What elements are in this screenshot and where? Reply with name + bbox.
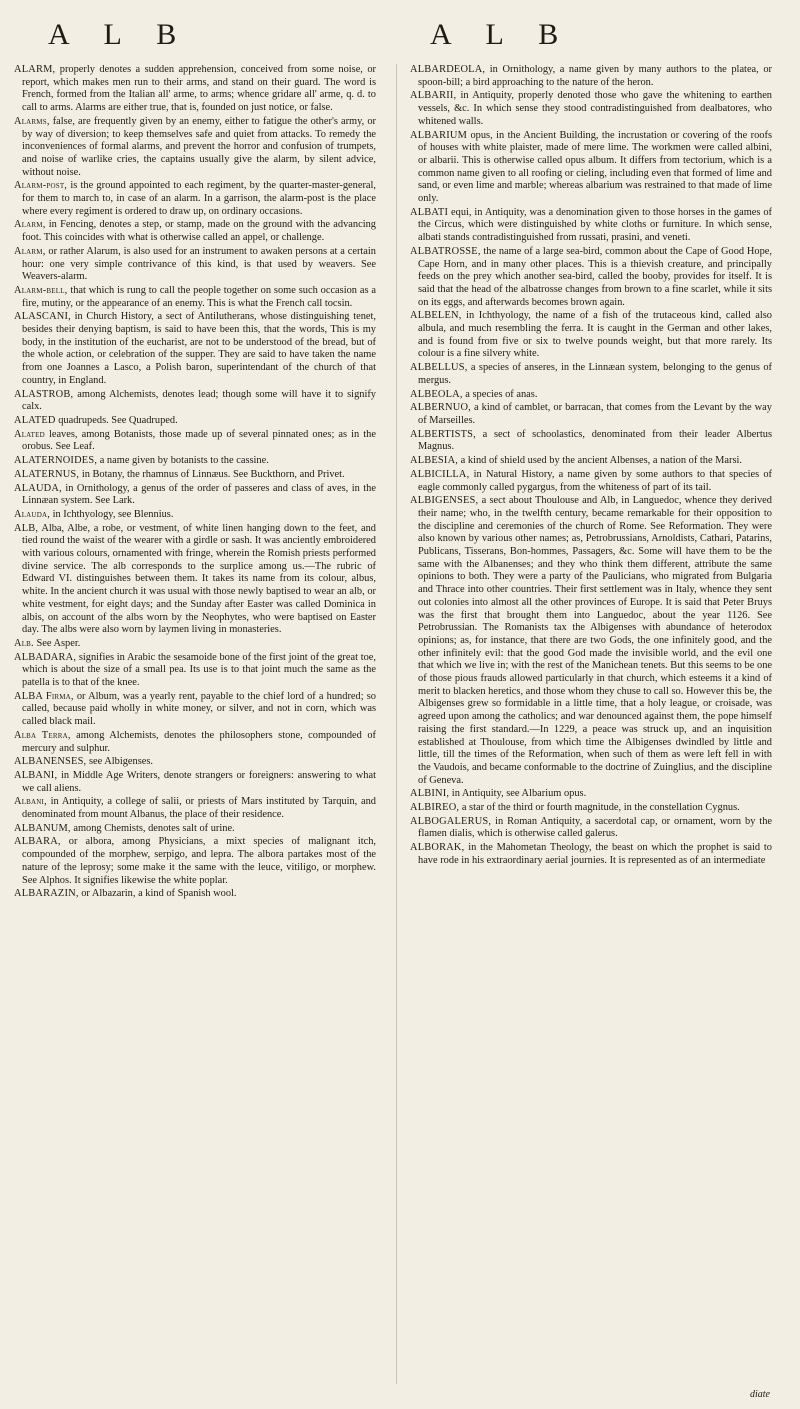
entry-headword: ALBEOLA, — [410, 388, 463, 400]
entry-text: in Antiquity, see Albarium opus. — [449, 788, 587, 800]
entry-headword: ALBANI, — [14, 769, 58, 781]
entry-headword: ALBIGENSES, — [410, 495, 479, 507]
dictionary-entry — [14, 756, 376, 769]
right-column — [410, 64, 772, 1399]
dictionary-entry — [410, 362, 772, 387]
entry-text: or Albazarin, a kind of Spanish wool. — [78, 888, 237, 900]
dictionary-entry — [410, 402, 772, 427]
entry-text: a star of the third or fourth magnitude, in the constellation Cygnus. — [459, 802, 740, 814]
entry-headword: Alarm-post, — [14, 180, 68, 192]
entry-text: in Ichthyology, see Blennius. — [50, 508, 174, 520]
dictionary-entry — [14, 638, 376, 651]
dictionary-entry — [410, 495, 772, 787]
entry-text: that which is rung to call the people together on some such occasion as a fire, mutiny, or the appearance of an enemy. This is what the French call tocsin. — [22, 284, 376, 309]
entry-text: in Ornithology, a genus of the order of passeres and class of aves, in the Linnæan system. See Lark. — [22, 482, 376, 507]
entry-text: in Botany, the rhamnus of Linnæus. See Buckthorn, and Privet. — [79, 468, 345, 480]
dictionary-entry — [14, 888, 376, 901]
entry-headword: Alarm, — [14, 245, 46, 257]
dictionary-entry — [14, 796, 376, 821]
entry-headword: ALBINI, — [410, 788, 450, 800]
column-rule — [396, 64, 397, 1384]
dictionary-entry — [14, 836, 376, 887]
dictionary-entry — [410, 90, 772, 128]
entry-text: equi, in Antiquity, was a denomination given to those horses in the games of the Circus, which were distinguished by white cloths or furniture. In which sense, albati stands contradistinguished from russati, prasini, and veneti. — [418, 206, 772, 244]
entry-headword: ALBATROSSE, — [410, 245, 481, 257]
entry-headword: ALBANENSES, — [14, 756, 87, 768]
entry-headword: Alarm-bell, — [14, 284, 68, 296]
entry-headword: ALATED — [14, 414, 56, 426]
entry-text: quadrupeds. See Quadruped. — [55, 414, 178, 426]
entry-text: a species of anas. — [462, 388, 538, 400]
entry-text: in the Mahometan Theology, the beast on which the prophet is said to have rode in his extraordinary aerial journies. It is represented as of an intermediate — [418, 842, 772, 866]
dictionary-entry — [14, 415, 376, 428]
entry-headword: ALBARII, — [410, 90, 457, 102]
catchword: diate — [750, 1389, 770, 1400]
dictionary-entry — [14, 64, 376, 115]
dictionary-entry — [410, 842, 772, 867]
entry-headword: ALBARA, — [14, 836, 61, 848]
dictionary-entry — [14, 652, 376, 690]
dictionary-entry — [14, 523, 376, 637]
dictionary-entry — [14, 823, 376, 836]
entry-headword: ALB, — [14, 522, 39, 534]
dictionary-entry — [14, 509, 376, 522]
entry-text: a species of anseres, in the Linnæan system, belonging to the genus of mergus. — [418, 362, 772, 386]
entry-text: a kind of shield used by the ancient Albenses, a nation of the Marsi. — [458, 455, 743, 467]
entry-text: leaves, among Botanists, those made up of several pinnated ones; as in the orobus. See Leaf. — [22, 428, 376, 453]
entry-text: properly denotes a sudden apprehension, conceived from some noise, or report, which makes men run to their arms, and stand on their guard. The word is French, formed from the Italian all' arme, to arms; whence gridare all' arme, q. d. to call to arms. Alarms are either true, that is, founded on just notice, or false. — [22, 64, 376, 114]
entry-text: the name of a large sea-bird, common about the Cape of Good Hope, Cape Horn, and in many other places. This is a thievish creature, and principally feeds on the prey which another sea-bird, called the booby, provides for itself. It is said that the head of the albatrosse changes from brown to a fine scarlet, while it sits on its eggs, and afterwards becomes brown again. — [418, 245, 772, 308]
dictionary-entry — [14, 483, 376, 508]
entry-text: in Fencing, denotes a step, or stamp, made on the ground with the advancing foot. This coincides with what is otherwise called an appel, or challenge. — [22, 219, 376, 244]
entry-headword: ALBOGALERUS, — [410, 815, 492, 827]
dictionary-entry — [14, 691, 376, 729]
entry-text: in Natural History, a name given by some authors to that species of eagle commonly called pygargus, from the whiteness of part of its tail. — [418, 468, 772, 493]
entry-text: in Antiquity, a college of salii, or priests of Mars instituted by Tarquin, and denominated from mount Albanus, the place of their residence. — [22, 796, 376, 821]
entry-headword: Alarms, — [14, 115, 50, 127]
dictionary-entry — [410, 469, 772, 494]
dictionary-entry — [410, 788, 772, 801]
entry-text: Alba, Albe, a robe, or vestment, of white linen hanging down to the feet, and tied round the waist of the wearer with a girdle or sash. It was anciently embroidered with various colours, ornamented with fringe, wherein the Romish priests performed divine service. The alb corresponds to the surplice among us.—The rubric of Edward VI. distinguishes between them. It takes its name from its colour, albus, white. In the ancient church it was usual with those newly baptised to wear an alb, or white vestment, for eight days; and the Sunday after Easter was called Dominica in albis, on account of the albs worn by the Neophytes, who were baptised on Easter day. The albs were also worn by laymen living in monasteries. — [22, 522, 376, 636]
entry-text: a sect about Thoulouse and Alb, in Languedoc, whence they derived their name; who, in the twelfth century, became remarkable for their opposition to the discipline and ceremonies of the church of Rome. See Reformation. They were also known by various other names; as, Petrobrussians, Arnoldists, Cathari, Patarins, Publicans, Tisserans, Bon-hommes, Passagers, &c. Some will have them to be the same with the Albanenses; and they who think them different, attribute the same opinions to both. They were a party of the Paulicians, who migrated from Bulgaria and Thrace into other countries. Their first settlement was in Italy, whence they sent out colonies into almost all the other provinces of Europe. It is said that Peter Bruys was the first that brought them into Languedoc, about the year 1126. See Petrobrussian. The Romanists tax the Albigenses with abundance of heterodox opinions; as, for instance, that there are two Gods, the one infinitely good, and the other infinitely evil: that the good God made the invisible world, and the evil one that which we live in; with the rest of the Manichean tenets. But this seems to be one of those pious frauds allowed particularly in that church, which esteems it a kind of merit to blacken heretics, and those whom they chuse to call so. However this be, the Albigenses grew so formidable in a little time, that a holy league, or croisade, was agreed upon among the catholics; and war denounced against them, the pope himself raising the first standard.—In 1229, a peace was struck up, and an inquisition established at Thoulouse, from which time the Albigenses dwindled by little and little, till the times of the Reformation, when such of them as were left fell in with the Vaudois, and became conformable to the doctrine of Zuinglius, and the discipline of Geneva. — [418, 495, 772, 786]
dictionary-entry — [14, 219, 376, 244]
dictionary-entry — [410, 246, 772, 310]
entry-headword: ALBELEN, — [410, 310, 462, 322]
dictionary-entry — [14, 116, 376, 180]
entry-text: or albora, among Physicians, a mixt species of malignant itch, compounded of the morphew, serpigo, and lepra. The albora partakes most of the nature of the leprosy; some make it the same with the leuce, vitiligo, or morphew. See Alphos. It signifies likewise the white poplar. — [22, 836, 376, 886]
entry-headword: ALBERNUO, — [410, 402, 471, 414]
dictionary-entry — [14, 469, 376, 482]
dictionary-entry — [410, 429, 772, 454]
dictionary-entry — [14, 246, 376, 284]
dictionary-entry — [410, 310, 772, 361]
entry-text: among Alchemists, denotes lead; though some will have it to signify calx. — [22, 388, 376, 413]
entry-text: opus, in the Ancient Building, the incrustation or covering of the roofs of houses with white plaister, made of mere lime. The workmen were called albini, or albarii. This is otherwise called opus album. It differs from tectorium, which is a common name given to all roofing or cieling, including even that formed of lime and sand, or even lime and marble; whereas albarium was restrained to that made of lime only. — [418, 129, 772, 205]
entry-text: in Church History, a sect of Antilutherans, whose distinguishing tenet, besides their denying baptism, is said to have been this, that the words, This is my body, in the institution of the eucharist, are not to be understood of the bread, but of the whole action, or celebration of the supper. They are said to have taken the name from one Joannes a Lasco, a Polish baron, superintendant of the church of that country, in England. — [22, 311, 376, 386]
dictionary-entry — [14, 285, 376, 310]
dictionary-entry — [410, 389, 772, 402]
entry-text: see Albigenses. — [86, 756, 154, 768]
entry-headword: ALBICILLA, — [410, 468, 470, 480]
dictionary-entry — [410, 130, 772, 206]
entry-headword: Alarm, — [14, 219, 46, 231]
entry-headword: Alba Terra, — [14, 729, 71, 741]
header-left: A L B — [48, 18, 191, 51]
header-right: A L B — [430, 18, 573, 51]
entry-text: in Ichthyology, the name of a fish of the trutaceous kind, called also albula, and much resembling the ferra. It is caught in the German and other lakes, and is found from five or six to twelve pounds weight, but that more rarely. Its colour is a fine silvery white. — [418, 310, 772, 360]
entry-text: among Chemists, denotes salt of urine. — [70, 822, 235, 834]
entry-text: among Alchemists, denotes the philosophers stone, compounded of mercury and sulphur. — [22, 729, 376, 754]
entry-headword: ALBIREO, — [410, 802, 460, 814]
entry-text: in Roman Antiquity, a sacerdotal cap, or ornament, worn by the flamen dialis, which is otherwise called galerus. — [418, 815, 772, 840]
left-column — [14, 64, 376, 1399]
dictionary-entry — [14, 180, 376, 218]
entry-headword: ALBATI — [410, 206, 449, 218]
entry-headword: Albani, — [14, 796, 47, 808]
dictionary-entry — [410, 802, 772, 815]
entry-headword: Alb. — [14, 637, 34, 649]
entry-headword: Alated — [14, 428, 45, 440]
entry-headword: ALBADARA, — [14, 651, 77, 663]
entry-headword: ALAUDA, — [14, 482, 62, 494]
dictionary-entry — [14, 389, 376, 414]
entry-headword: ALATERNUS, — [14, 468, 80, 480]
dictionary-entry — [410, 207, 772, 245]
entry-headword: Alauda, — [14, 508, 50, 520]
dictionary-entry — [410, 816, 772, 841]
dictionary-entry — [14, 730, 376, 755]
entry-headword: ALBANUM, — [14, 822, 71, 834]
entry-headword: ALATERNOIDES, — [14, 455, 98, 467]
entry-headword: ALBA Firma, — [14, 690, 74, 702]
entry-text: or rather Alarum, is also used for an instrument to awaken persons at a certain hour: one very simple contrivance of this kind, is that used by weavers. See Weavers-alarm. — [22, 245, 376, 283]
entry-headword: ALBARIUM — [410, 129, 468, 141]
entry-headword: ALBARAZIN, — [14, 888, 79, 900]
dictionary-entry — [14, 455, 376, 468]
entry-headword: ALARM, — [14, 64, 56, 75]
entry-headword: ALBELLUS, — [410, 362, 468, 374]
dictionary-entry — [14, 429, 376, 454]
entry-headword: ALBESIA, — [410, 455, 459, 467]
entry-headword: ALBARDEOLA, — [410, 64, 486, 75]
dictionary-entry — [14, 770, 376, 795]
dictionary-entry — [14, 311, 376, 387]
entry-text: See Asper. — [33, 637, 81, 649]
entry-text: in Ornithology, a name given by many authors to the platea, or spoon-bill; a bird approaching to the nature of the heron. — [418, 64, 772, 88]
running-header — [0, 18, 800, 68]
entry-text: a name given by botanists to the cassine. — [97, 455, 269, 467]
entry-text: in Antiquity, properly denoted those who gave the whitening to earthen vessels, &c. In which sense they stood contradistinguished from dealbatores, who whitened walls. — [418, 90, 772, 127]
entry-headword: ALBORAK, — [410, 842, 465, 854]
entry-text: a kind of camblet, or barracan, that comes from the Levant by the way of Marseilles. — [418, 402, 772, 426]
entry-text: false, are frequently given by an enemy, either to fatigue the other's army, or by way of diversion; to keep themselves safe and quiet from attacks. To remedy the inconveniences of formal alarms, and prevent the horror and confusion of trumpets, and noise of warlike cries, the captains usually give the alarm, by silent advice, without noise. — [22, 115, 376, 178]
dictionary-entry — [410, 64, 772, 89]
entry-headword: ALASCANI, — [14, 311, 71, 323]
entry-text: a sect of schoolastics, denominated from their leader Albertus Magnus. — [418, 428, 772, 453]
entry-text: in Middle Age Writers, denote strangers or foreigners: answering to what we call aliens. — [22, 769, 376, 794]
entry-text: is the ground appointed to each regiment, by the quarter-master-general, for them to march to, in case of an alarm. In a garrison, the alarm-post is the place where every regiment is ordered to draw up, on ordinary occasions. — [22, 180, 376, 217]
dictionary-entry — [410, 455, 772, 468]
entry-text: or Album, was a yearly rent, payable to the chief lord of a hundred; so called, because paid wholly in white money, or silver, and not in corn, which was called black mail. — [22, 690, 376, 728]
entry-headword: ALASTROB, — [14, 388, 74, 400]
entry-headword: ALBERTISTS, — [410, 428, 476, 440]
entry-text: signifies in Arabic the sesamoide bone of the first joint of the great toe, which is about the size of a small pea. Its use is to that joint much the same as the patella is to that of the knee. — [22, 651, 376, 689]
